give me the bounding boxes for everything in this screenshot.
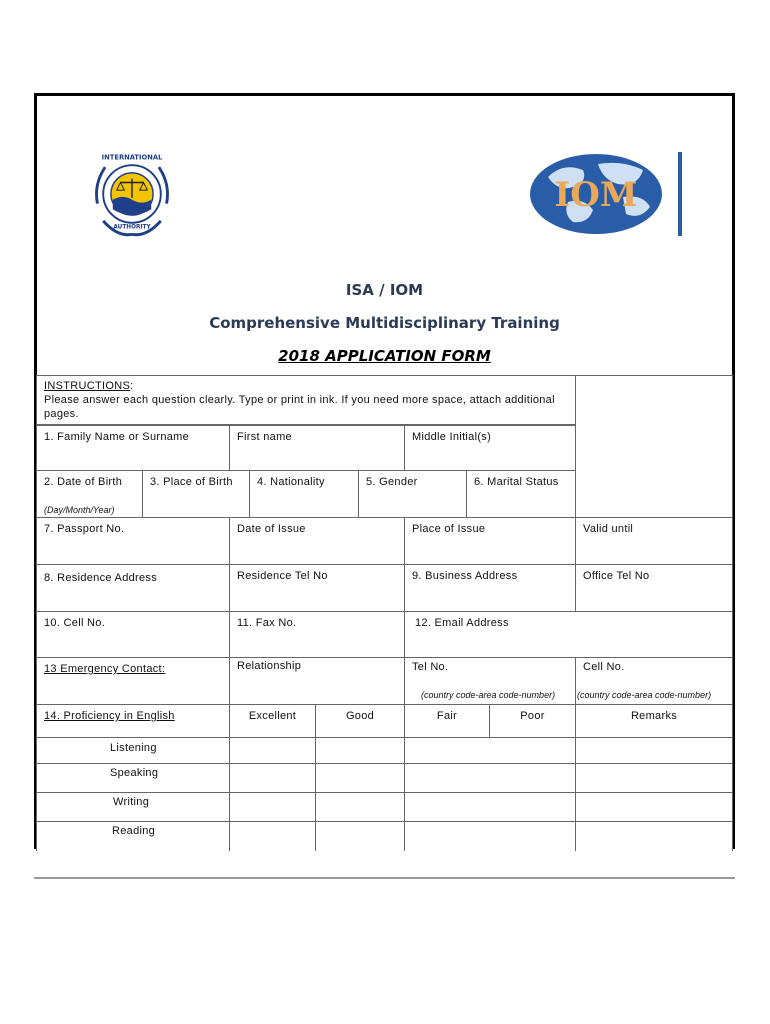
page-subtitle: Comprehensive Multidisciplinary Training <box>209 314 560 332</box>
first-name-field[interactable]: First name <box>229 425 405 471</box>
listening-excellent[interactable] <box>229 737 316 764</box>
col-fair: Fair <box>404 704 490 738</box>
gender-field[interactable]: 5. Gender <box>358 470 467 518</box>
place-of-issue-field[interactable]: Place of Issue <box>404 517 576 565</box>
reading-fair-poor[interactable] <box>404 821 576 851</box>
reading-excellent[interactable] <box>229 821 316 851</box>
svg-text:IOM: IOM <box>554 175 638 215</box>
svg-text:INTERNATIONAL: INTERNATIONAL <box>101 153 163 162</box>
row-listening: Listening <box>36 737 230 764</box>
middle-initial-field[interactable]: Middle Initial(s) <box>404 425 576 471</box>
tel-hint: (country code-area code-number) <box>421 690 556 700</box>
row-speaking: Speaking <box>36 763 230 793</box>
family-name-field[interactable]: 1. Family Name or Surname <box>36 425 230 471</box>
listening-fair-poor[interactable] <box>404 737 576 764</box>
reading-remarks[interactable] <box>575 821 733 851</box>
residence-tel-field[interactable]: Residence Tel No <box>229 564 405 612</box>
emergency-tel-field[interactable]: Tel No. (country code-area code-number) <box>404 657 576 705</box>
emergency-cell-field[interactable]: Cell No. (country code-area code-number) <box>575 657 733 705</box>
business-address-field[interactable]: 9. Business Address <box>404 564 576 612</box>
instructions-heading: INSTRUCTIONS <box>44 380 131 392</box>
cell-no-field[interactable]: 10. Cell No. <box>36 611 230 658</box>
listening-good[interactable] <box>315 737 405 764</box>
nationality-field[interactable]: 4. Nationality <box>249 470 359 518</box>
fax-no-field[interactable]: 11. Fax No. <box>229 611 405 658</box>
col-good: Good <box>315 704 405 738</box>
writing-excellent[interactable] <box>229 792 316 822</box>
col-remarks: Remarks <box>575 704 733 738</box>
speaking-remarks[interactable] <box>575 763 733 793</box>
relationship-field[interactable]: Relationship <box>229 657 405 705</box>
row-writing: Writing <box>36 792 230 822</box>
dob-hint: (Day/Month/Year) <box>44 505 115 515</box>
office-tel-field[interactable]: Office Tel No <box>575 564 733 612</box>
svg-text:AUTHORITY: AUTHORITY <box>113 224 151 231</box>
date-of-issue-field[interactable]: Date of Issue <box>229 517 405 565</box>
emergency-contact-field[interactable]: 13 Emergency Contact: <box>36 657 230 705</box>
page-title: ISA / IOM <box>345 281 424 299</box>
speaking-fair-poor[interactable] <box>404 763 576 793</box>
col-excellent: Excellent <box>229 704 316 738</box>
passport-field[interactable]: 7. Passport No. <box>36 517 230 565</box>
speaking-good[interactable] <box>315 763 405 793</box>
proficiency-heading: 14. Proficiency in English <box>36 704 230 738</box>
row-reading: Reading <box>36 821 230 851</box>
photo-box <box>575 375 733 518</box>
page-divider <box>34 877 735 879</box>
isa-seal-icon <box>84 146 180 242</box>
writing-remarks[interactable] <box>575 792 733 822</box>
marital-status-field[interactable]: 6. Marital Status <box>466 470 576 518</box>
email-field[interactable]: 12. Email Address <box>404 611 733 658</box>
writing-good[interactable] <box>315 792 405 822</box>
residence-address-field[interactable]: 8. Residence Address <box>36 564 230 612</box>
instructions-box: INSTRUCTIONS: Please answer each question clearly. Type or print in ink. If you need more space, attach additional pages. <box>36 375 576 425</box>
valid-until-field[interactable]: Valid until <box>575 517 733 565</box>
dob-field[interactable]: 2. Date of Birth (Day/Month/Year) <box>36 470 143 518</box>
instructions-text: Please answer each question clearly. Type or print in ink. If you need more space, attach additional pages. <box>44 394 555 420</box>
cell-hint: (country code-area code-number) <box>577 690 712 700</box>
place-of-birth-field[interactable]: 3. Place of Birth <box>142 470 250 518</box>
form-title: 2018 APPLICATION FORM <box>278 347 491 365</box>
writing-fair-poor[interactable] <box>404 792 576 822</box>
col-poor: Poor <box>489 704 576 738</box>
reading-good[interactable] <box>315 821 405 851</box>
speaking-excellent[interactable] <box>229 763 316 793</box>
iom-globe-icon <box>528 152 688 236</box>
listening-remarks[interactable] <box>575 737 733 764</box>
